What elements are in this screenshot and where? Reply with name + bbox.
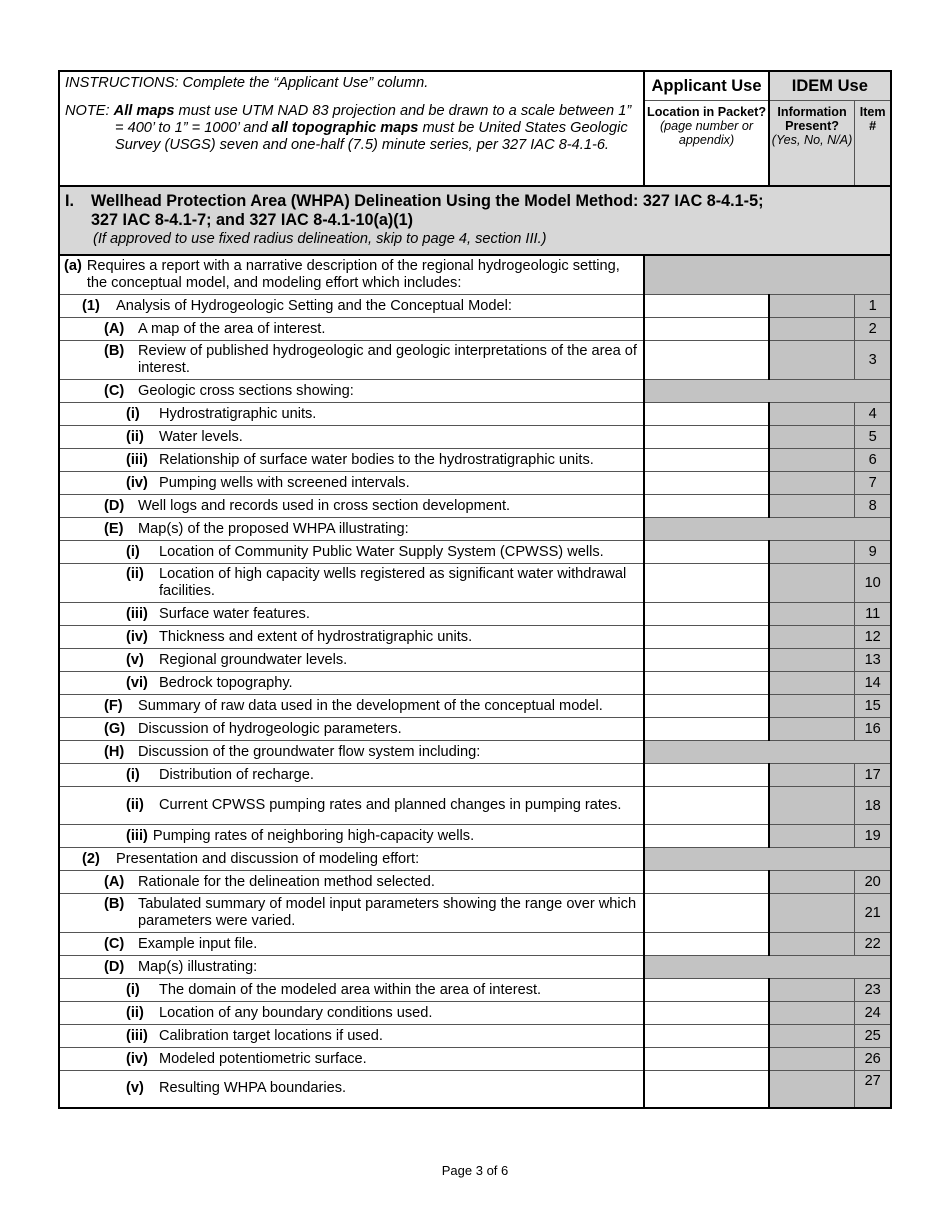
- checklist-row: [59, 380, 891, 403]
- requirement-marker: (F): [104, 697, 123, 714]
- location-in-packet-input[interactable]: [644, 318, 768, 341]
- information-present-cell: [769, 472, 855, 495]
- checklist-row: [59, 1002, 891, 1025]
- item-number-header: Item #: [855, 101, 891, 187]
- location-in-packet-input[interactable]: [644, 1048, 768, 1071]
- checklist-row: [59, 603, 891, 626]
- information-present-cell: [769, 403, 855, 426]
- item-number: 16: [855, 718, 891, 741]
- section-note: (If approved to use fixed radius delineation, skip to page 4, section III.): [93, 231, 547, 247]
- requirement-marker: (iii): [126, 605, 148, 622]
- location-in-packet-input[interactable]: [644, 894, 768, 933]
- information-present-cell: [769, 449, 855, 472]
- requirement-text: Location of Community Public Water Supply System (CPWSS) wells.: [159, 543, 604, 560]
- requirement-text: The domain of the modeled area within the area of interest.: [159, 981, 542, 998]
- requirement-text: Geologic cross sections showing:: [138, 382, 354, 399]
- requirement-text: Well logs and records used in cross section development.: [138, 497, 511, 514]
- checklist-row: [59, 449, 891, 472]
- requirement-marker: (ii): [126, 428, 144, 445]
- information-present-cell: [769, 318, 855, 341]
- checklist-row: [59, 564, 891, 603]
- item-number: 20: [855, 871, 891, 894]
- location-in-packet-input[interactable]: [644, 871, 768, 894]
- requirement-cell: [59, 933, 644, 956]
- information-present-cell: [769, 787, 855, 825]
- applicant-use-header: Applicant Use: [644, 71, 768, 101]
- information-present-cell: [769, 495, 855, 518]
- requirement-cell: [59, 1025, 644, 1048]
- requirement-text: Requires a report with a narrative description of the regional hydrogeologic setting, the conceptual model, and modeling effort which includes:: [86, 258, 620, 291]
- information-present-cell: [769, 933, 855, 956]
- requirement-marker: (B): [104, 896, 125, 912]
- checklist-row: [59, 341, 891, 380]
- location-in-packet-input[interactable]: [644, 764, 768, 787]
- requirement-marker: (vi): [126, 674, 148, 691]
- requirement-marker: (i): [126, 981, 140, 998]
- requirement-marker: (v): [126, 651, 144, 668]
- checklist-row: [59, 472, 891, 495]
- requirement-text: Water levels.: [159, 428, 243, 445]
- requirement-marker: (G): [104, 720, 126, 737]
- checklist-row: [59, 626, 891, 649]
- requirement-cell: [59, 341, 644, 380]
- location-in-packet-input[interactable]: [644, 825, 768, 848]
- item-number: 22: [855, 933, 891, 956]
- requirement-cell: [59, 764, 644, 787]
- location-in-packet-input[interactable]: [644, 933, 768, 956]
- item-number: 9: [855, 541, 891, 564]
- requirement-marker: (iii): [126, 1027, 148, 1044]
- item-number: 19: [855, 825, 891, 848]
- location-in-packet-input[interactable]: [644, 672, 768, 695]
- information-present-cell: [769, 695, 855, 718]
- requirement-marker: (ii): [126, 1004, 144, 1021]
- requirement-text: A map of the area of interest.: [138, 320, 326, 337]
- item-number: 3: [855, 341, 891, 380]
- item-number: 14: [855, 672, 891, 695]
- location-in-packet-input[interactable]: [644, 426, 768, 449]
- information-present-cell: [769, 672, 855, 695]
- requirement-cell: [59, 255, 644, 295]
- information-present-cell: [769, 649, 855, 672]
- location-in-packet-input[interactable]: [644, 979, 768, 1002]
- requirement-cell: [59, 449, 644, 472]
- information-present-cell: [769, 825, 855, 848]
- location-in-packet-input[interactable]: [644, 718, 768, 741]
- requirement-marker: (ii): [126, 797, 144, 813]
- requirement-cell: [59, 518, 644, 541]
- item-number: 26: [855, 1048, 891, 1071]
- item-number: 7: [855, 472, 891, 495]
- checklist-row: [59, 979, 891, 1002]
- requirement-text: Tabulated summary of model input parameters showing the range over which parameters were varied.: [138, 896, 637, 929]
- requirement-text: Regional groundwater levels.: [159, 651, 348, 668]
- checklist-row: [59, 956, 891, 979]
- item-number: 10: [855, 564, 891, 603]
- requirement-cell: [59, 741, 644, 764]
- item-number: 4: [855, 403, 891, 426]
- location-in-packet-input[interactable]: [644, 1002, 768, 1025]
- information-present-cell: [769, 1071, 855, 1109]
- instructions-cell: [59, 71, 644, 186]
- requirement-cell: [59, 787, 644, 825]
- location-in-packet-header: Location in Packet? (page number or appendix): [644, 101, 768, 187]
- requirement-cell: [59, 1002, 644, 1025]
- checklist-row: [59, 1071, 891, 1109]
- requirement-text: Rationale for the delineation method selected.: [138, 873, 435, 890]
- requirement-marker: (D): [104, 958, 125, 975]
- information-present-cell: [769, 541, 855, 564]
- item-number: 8: [855, 495, 891, 518]
- item-number: 25: [855, 1025, 891, 1048]
- requirement-text: Map(s) illustrating:: [138, 958, 258, 975]
- requirement-text: Discussion of the groundwater flow system including:: [138, 743, 481, 760]
- location-in-packet-input[interactable]: [644, 695, 768, 718]
- checklist-table: [58, 70, 892, 1109]
- requirement-cell: [59, 695, 644, 718]
- shaded-cell: [644, 741, 891, 764]
- requirement-cell: [59, 956, 644, 979]
- item-number: 23: [855, 979, 891, 1002]
- checklist-row: [59, 295, 891, 318]
- requirement-marker: (A): [104, 873, 125, 890]
- requirement-text: Relationship of surface water bodies to the hydrostratigraphic units.: [159, 451, 594, 468]
- location-in-packet-input[interactable]: [644, 449, 768, 472]
- item-number: 5: [855, 426, 891, 449]
- requirement-text: Review of published hydrogeologic and geologic interpretations of the area of interest.: [138, 343, 637, 376]
- requirement-cell: [59, 564, 644, 603]
- requirement-marker: (E): [104, 520, 124, 537]
- location-in-packet-input[interactable]: [644, 603, 768, 626]
- requirement-text: Location of any boundary conditions used.: [159, 1004, 433, 1021]
- shaded-cell: [644, 956, 891, 979]
- requirement-text: Bedrock topography.: [159, 674, 293, 691]
- requirement-cell: [59, 871, 644, 894]
- item-number: 17: [855, 764, 891, 787]
- requirement-text: Presentation and discussion of modeling effort:: [116, 850, 420, 867]
- location-in-packet-input[interactable]: [644, 495, 768, 518]
- shaded-cell: [644, 255, 891, 295]
- requirement-cell: [59, 380, 644, 403]
- item-number: 21: [855, 894, 891, 933]
- requirement-cell: [59, 426, 644, 449]
- shaded-cell: [644, 518, 891, 541]
- requirement-cell: [59, 541, 644, 564]
- information-present-cell: [769, 979, 855, 1002]
- requirement-marker: (2): [82, 850, 100, 867]
- requirement-cell: [59, 403, 644, 426]
- information-present-cell: [769, 764, 855, 787]
- checklist-row: [59, 1048, 891, 1071]
- checklist-row: [59, 255, 891, 295]
- requirement-cell: [59, 603, 644, 626]
- section-heading: I. Wellhead Protection Area (WHPA) Delineation Using the Model Method: 327 IAC 8-4.1-5; 327 IAC 8-4.1-7; and 327 IAC 8-4.1-10(a)(1) (If approved to use fixed radius delineation, skip to page 4, section III.): [59, 186, 891, 255]
- checklist-row: [59, 495, 891, 518]
- checklist-row: [59, 649, 891, 672]
- requirement-marker: (D): [104, 497, 125, 514]
- information-present-cell: [769, 426, 855, 449]
- item-number: 6: [855, 449, 891, 472]
- location-in-packet-input[interactable]: [644, 626, 768, 649]
- information-present-cell: [769, 295, 855, 318]
- requirement-marker: (i): [126, 543, 140, 560]
- requirement-cell: [59, 1048, 644, 1071]
- item-number: 11: [855, 603, 891, 626]
- information-present-cell: [769, 894, 855, 933]
- requirement-cell: [59, 718, 644, 741]
- requirement-marker: (B): [104, 343, 125, 359]
- requirement-text: Thickness and extent of hydrostratigraphic units.: [159, 628, 473, 645]
- requirement-text: Surface water features.: [159, 605, 310, 622]
- checklist-row: [59, 894, 891, 933]
- location-in-packet-input[interactable]: [644, 564, 768, 603]
- checklist-row: [59, 518, 891, 541]
- item-number: 24: [855, 1002, 891, 1025]
- shaded-cell: [644, 848, 891, 871]
- requirement-text: Distribution of recharge.: [159, 766, 314, 783]
- requirement-marker: (iv): [126, 628, 148, 645]
- requirement-marker: (ii): [126, 566, 144, 582]
- idem-use-header: IDEM Use: [769, 71, 891, 101]
- item-number: 12: [855, 626, 891, 649]
- item-number: 15: [855, 695, 891, 718]
- location-in-packet-input[interactable]: [644, 1071, 768, 1109]
- shaded-cell: [644, 380, 891, 403]
- requirement-cell: [59, 848, 644, 871]
- checklist-row: [59, 718, 891, 741]
- requirement-cell: [59, 649, 644, 672]
- information-present-cell: [769, 564, 855, 603]
- requirement-text: Current CPWSS pumping rates and planned changes in pumping rates.: [159, 797, 622, 813]
- requirement-marker: (iii): [126, 827, 148, 844]
- requirement-marker: (iv): [126, 474, 148, 491]
- checklist-row: [59, 825, 891, 848]
- information-present-cell: [769, 1002, 855, 1025]
- location-in-packet-input[interactable]: [644, 649, 768, 672]
- requirement-cell: [59, 1071, 644, 1109]
- requirement-text: Modeled potentiometric surface.: [159, 1050, 367, 1067]
- information-present-cell: [769, 1025, 855, 1048]
- requirement-text: Summary of raw data used in the development of the conceptual model.: [138, 697, 603, 714]
- checklist-row: [59, 848, 891, 871]
- requirement-marker: (C): [104, 935, 125, 952]
- requirement-marker: (i): [126, 766, 140, 783]
- requirement-marker: (C): [104, 382, 125, 399]
- item-number: 18: [855, 787, 891, 825]
- checklist-row: [59, 1025, 891, 1048]
- requirement-text: Pumping rates of neighboring high-capacity wells.: [152, 827, 475, 844]
- location-in-packet-input[interactable]: [644, 295, 768, 318]
- requirement-cell: [59, 495, 644, 518]
- location-in-packet-input[interactable]: [644, 1025, 768, 1048]
- checklist-row: [59, 933, 891, 956]
- information-present-cell: [769, 871, 855, 894]
- requirement-marker: (iv): [126, 1050, 148, 1067]
- checklist-row: [59, 871, 891, 894]
- location-in-packet-input[interactable]: [644, 472, 768, 495]
- checklist-row: [59, 541, 891, 564]
- requirement-text: Pumping wells with screened intervals.: [159, 474, 410, 491]
- note-text: NOTE: All maps must use UTM NAD 83 projection and be drawn to a scale between 1” = 400’ to 1” = 1000’ and all topographic maps must be United States Geologic Survey (USGS) seven and one-half (7.5) minute series, per 327 IAC 8-4.1-6.: [65, 103, 632, 153]
- requirement-cell: [59, 626, 644, 649]
- requirement-cell: [59, 295, 644, 318]
- requirement-marker: (1): [82, 297, 100, 314]
- requirement-marker: (H): [104, 743, 125, 760]
- requirement-text: Discussion of hydrogeologic parameters.: [138, 720, 402, 737]
- requirement-cell: [59, 472, 644, 495]
- information-present-cell: [769, 718, 855, 741]
- information-present-cell: [769, 603, 855, 626]
- requirement-text: Map(s) of the proposed WHPA illustrating:: [138, 520, 409, 537]
- requirement-cell: [59, 318, 644, 341]
- checklist-row: [59, 426, 891, 449]
- checklist-row: [59, 741, 891, 764]
- checklist-row: [59, 695, 891, 718]
- checklist-row: [59, 403, 891, 426]
- requirement-text: Example input file.: [138, 935, 258, 952]
- checklist-row: [59, 787, 891, 825]
- item-number: 27: [855, 1071, 891, 1109]
- information-present-cell: [769, 341, 855, 380]
- requirement-cell: [59, 894, 644, 933]
- section-title: Wellhead Protection Area (WHPA) Delineation Using the Model Method: 327 IAC 8-4.1-5;: [91, 192, 764, 210]
- information-present-cell: [769, 626, 855, 649]
- requirement-cell: [59, 825, 644, 848]
- item-number: 2: [855, 318, 891, 341]
- requirement-marker: (i): [126, 405, 140, 422]
- instructions-text: INSTRUCTIONS: Complete the “Applicant Use” column.: [65, 75, 429, 91]
- requirement-text: Calibration target locations if used.: [159, 1027, 383, 1044]
- page-number: Page 3 of 6: [441, 1163, 509, 1178]
- checklist-row: [59, 672, 891, 695]
- requirement-cell: [59, 979, 644, 1002]
- location-in-packet-input[interactable]: [644, 341, 768, 380]
- requirement-text: Analysis of Hydrogeologic Setting and the Conceptual Model:: [116, 297, 512, 314]
- checklist-row: [59, 764, 891, 787]
- requirement-text: Location of high capacity wells registered as significant water withdrawal facilities.: [159, 566, 627, 599]
- location-in-packet-input[interactable]: [644, 403, 768, 426]
- item-number: 1: [855, 295, 891, 318]
- information-present-cell: [769, 1048, 855, 1071]
- location-in-packet-input[interactable]: [644, 787, 768, 825]
- requirement-marker: (iii): [126, 451, 148, 468]
- item-number: 13: [855, 649, 891, 672]
- requirement-cell: [59, 672, 644, 695]
- checklist-row: [59, 318, 891, 341]
- requirement-text: Hydrostratigraphic units.: [159, 405, 317, 422]
- information-present-header: Information Present? (Yes, No, N/A): [769, 101, 855, 187]
- requirement-marker: (a): [64, 258, 82, 274]
- requirement-marker: (A): [104, 320, 125, 337]
- location-in-packet-input[interactable]: [644, 541, 768, 564]
- requirement-marker: (v): [126, 1080, 144, 1096]
- requirement-text: Resulting WHPA boundaries.: [159, 1080, 347, 1096]
